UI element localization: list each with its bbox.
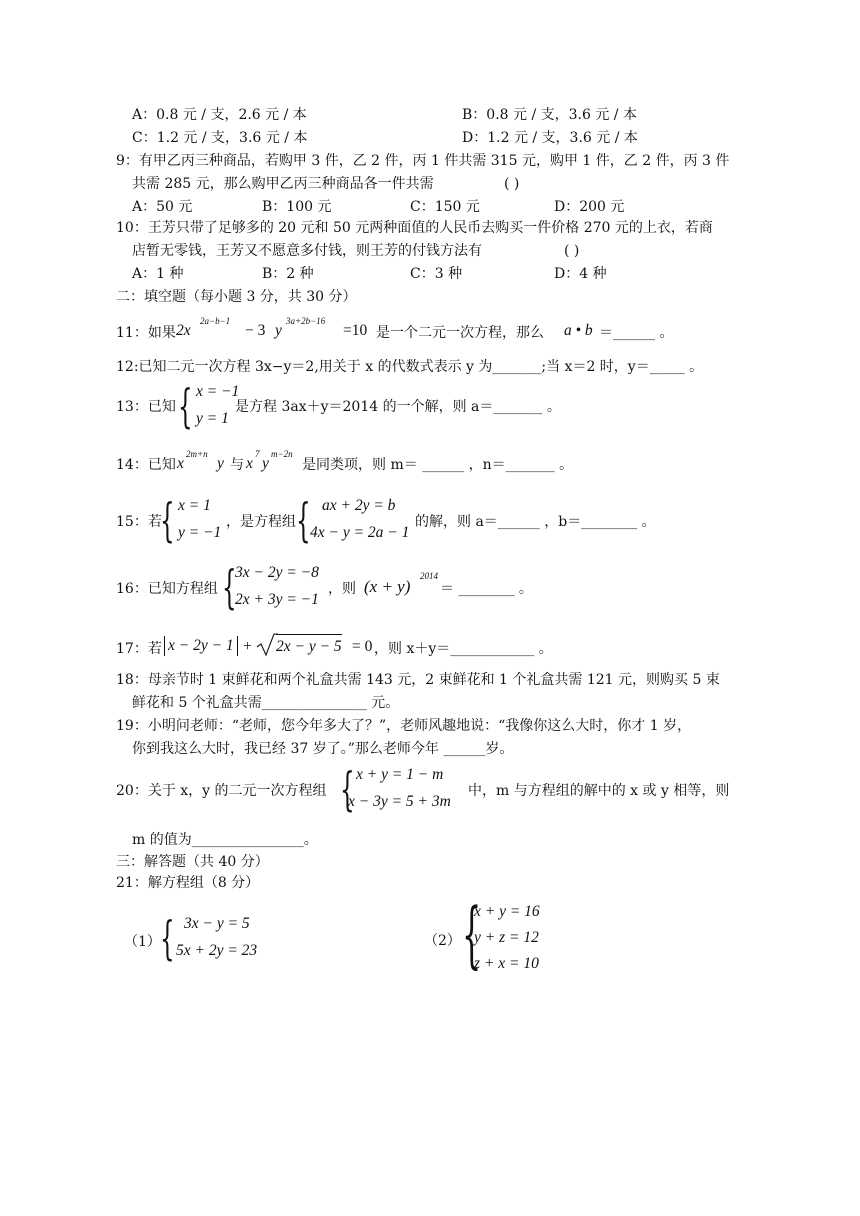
q11-exponent1: 2a−b−1 — [200, 316, 231, 326]
section-solve-heading: 三：解答题（共 40 分） — [116, 854, 269, 870]
q16-prefix: 16：已知方程组 — [116, 581, 218, 597]
q13-equation2: y = 1 — [196, 410, 229, 427]
q21-part1-equation1: 3x − y = 5 — [184, 915, 250, 932]
radical-sign-icon — [256, 632, 278, 658]
q8-option-d: D：1.2 元 / 支，3.6 元 / 本 — [462, 130, 638, 146]
q15-brace2: { — [296, 493, 311, 547]
q11-prefix: 11：如果 — [116, 325, 176, 341]
q15-equation1: x = 1 — [178, 497, 211, 514]
q20-brace: { — [340, 762, 355, 816]
q21-part1-equation2: 5x + 2y = 23 — [176, 942, 258, 959]
q13-prefix: 13：已知 — [116, 399, 176, 415]
q10-line2: 店暂无零钱，王芳又不愿意多付钱，则王芳的付钱方法有 — [132, 243, 482, 259]
q11-term1: 2x — [176, 322, 191, 339]
q10-answer-paren: ( ) — [564, 243, 580, 259]
q10-option-d: D：4 种 — [554, 266, 607, 282]
q19-line1: 19：小明问老师：“老师，您今年多大了？”，老师风趣地说：“我像你这么大时，你才 1 岁， — [116, 718, 692, 734]
q17-suffix: ，则 x＋y＝____________ 。 — [374, 641, 553, 657]
q16-equation1: 3x − 2y = −8 — [235, 564, 319, 581]
q16-brace: { — [222, 560, 237, 614]
q21-part2-label: （2） — [424, 933, 461, 949]
q15-middle: ，是方程组 — [226, 514, 296, 530]
q10-option-b: B：2 种 — [262, 266, 314, 282]
q15-suffix: 的解，则 a＝______ ，b＝________ 。 — [415, 514, 656, 530]
q16-middle: ，则 — [328, 581, 356, 597]
q9-line1: 9：有甲乙丙三种商品，若购甲 3 件，乙 2 件，丙 1 件共需 315 元，购甲 1 件，乙 2 件，丙 3 件 — [116, 153, 730, 169]
q20-suffix: 中，m 与方程组的解中的 x 或 y 相等，则 — [468, 783, 730, 799]
q11-middle-text: 是一个二元一次方程，那么 — [376, 325, 544, 341]
q16-suffix: ＝ ________ 。 — [440, 581, 533, 597]
q13-equation1: x = −1 — [196, 383, 240, 400]
q9-line2: 共需 285 元，那么购甲乙丙三种商品各一件共需 — [132, 176, 434, 192]
q16-expression: (x + y) — [364, 577, 411, 596]
q11-term2: y — [275, 322, 282, 339]
q13-suffix: 是方程 3ax＋y＝2014 的一个解，则 a＝_______ 。 — [235, 399, 561, 415]
q14-y2: y — [262, 455, 269, 472]
section-fill-in-heading: 二：填空题（每小题 3 分，共 30 分） — [116, 289, 357, 305]
q14-x1: x — [177, 455, 184, 472]
q15-brace1: { — [160, 493, 175, 547]
q18-line1: 18：母亲节时 1 束鲜花和两个礼盒共需 143 元，2 束鲜花和 1 个礼盒共需 121 元，则购买 5 束 — [116, 672, 720, 688]
q14-prefix: 14：已知 — [116, 457, 176, 473]
q9-option-c: C：150 元 — [410, 199, 480, 215]
q21-part2-equation1: x + y = 16 — [474, 903, 540, 920]
q19-line2: 你到我这么大时，我已经 37 岁了。”那么老师今年 ______岁。 — [132, 741, 514, 757]
q16-exponent: 2014 — [420, 571, 438, 581]
q12: 12:已知二元一次方程 3x−y＝2,用关于 x 的代数式表示 y 为_______;当 x＝2 时，y＝_____ 。 — [116, 359, 704, 375]
q21-part2-brace: { — [462, 892, 482, 976]
q21-part2-equation3: z + x = 10 — [474, 955, 539, 972]
q21-title: 21：解方程组（8 分） — [116, 875, 260, 891]
q17-equals: = 0 — [352, 638, 373, 655]
q13-brace: { — [178, 379, 193, 433]
q21-part2-equation2: y + z = 12 — [474, 929, 539, 946]
q17-absolute-value: x − 2y − 1 — [164, 636, 238, 656]
q14-exponent3: m−2n — [271, 449, 293, 459]
q8-option-c: C：1.2 元 / 支，3.6 元 / 本 — [132, 130, 308, 146]
q8-option-a: A：0.8 元 / 支，2.6 元 / 本 — [132, 107, 307, 123]
q15-equation3: ax + 2y = b — [322, 497, 396, 514]
q15-equation2: y = −1 — [178, 524, 222, 541]
q10-option-c: C：3 种 — [410, 266, 463, 282]
q14-exponent1: 2m+n — [186, 449, 208, 459]
q14-suffix: 是同类项，则 m＝ ______ ，n＝_______ 。 — [302, 457, 574, 473]
q9-option-b: B：100 元 — [262, 199, 332, 215]
q8-option-b: B：0.8 元 / 支，3.6 元 / 本 — [462, 107, 637, 123]
q9-option-d: D：200 元 — [554, 199, 625, 215]
q21-part1-label: （1） — [124, 934, 161, 950]
q11-exponent2: 3a+2b−16 — [286, 316, 326, 326]
q20-line2: m 的值为________________。 — [132, 832, 318, 848]
q14-exponent2: 7 — [255, 449, 260, 459]
q18-line2: 鲜花和 5 个礼盒共需_______________ 元。 — [132, 695, 400, 711]
q14-y1: y — [217, 455, 224, 472]
q14-x2: x — [246, 455, 253, 472]
q17-prefix: 17：若 — [116, 641, 162, 657]
q16-equation2: 2x + 3y = −1 — [235, 591, 319, 608]
q11-product: a • b — [564, 322, 593, 339]
q11-equals: =10 — [343, 322, 368, 339]
q17-radicand: 2x − y − 5 — [276, 634, 342, 655]
q14-middle: 与 — [230, 457, 244, 473]
q15-prefix: 15：若 — [116, 514, 162, 530]
q10-option-a: A：1 种 — [132, 266, 184, 282]
q20-equation1: x + y = 1 − m — [356, 766, 444, 783]
q9-answer-paren: ( ) — [504, 176, 520, 192]
q15-equation4: 4x − y = 2a − 1 — [310, 524, 410, 541]
q11-operator: − 3 — [245, 322, 266, 339]
q11-answer-blank: ＝______ 。 — [599, 325, 674, 341]
q17-plus: + — [243, 638, 252, 655]
q10-line1: 10：王芳只带了足够多的 20 元和 50 元两种面值的人民币去购买一件价格 270 元的上衣，若商 — [116, 220, 713, 236]
q20-equation2: x − 3y = 5 + 3m — [348, 793, 451, 810]
q20-prefix: 20：关于 x，y 的二元一次方程组 — [116, 783, 327, 799]
q21-part1-brace: { — [160, 911, 175, 965]
q9-option-a: A：50 元 — [132, 199, 193, 215]
